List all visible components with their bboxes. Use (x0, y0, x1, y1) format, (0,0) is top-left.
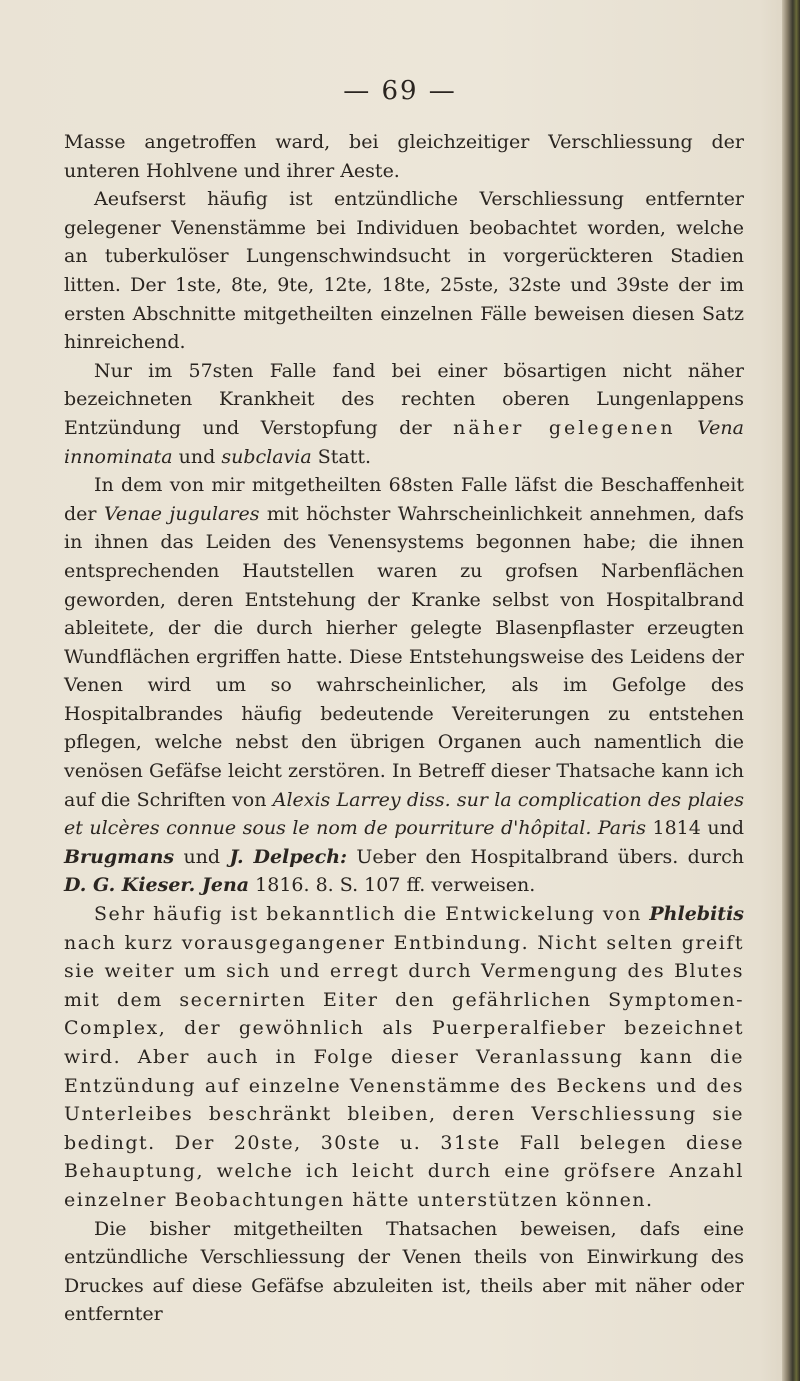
paragraph-4-text-a: In dem von mir mitgetheilten 68sten Falle läfst die Beschaffenheit der (64, 474, 744, 525)
paragraph-5-text-a: Sehr häufig ist bekanntlich die Entwickelung von (94, 903, 650, 926)
paragraph-3-text-c (676, 417, 698, 439)
paragraph-3-text-a: Nur im 57sten Falle fand bei einer bösartigen nicht näher bezeichneten Krankheit des rechten oberen Lungenlappens Entzündung und Verstopfung der (64, 359, 744, 439)
paragraph-4-italic-delpech: J. Delpech: (229, 845, 348, 868)
paragraph-4-text-k: 1816. 8. S. 107 ff. verweisen. (249, 874, 536, 897)
page-text-body (64, 128, 744, 1329)
paragraph-4-text-e: 1814 und (646, 817, 744, 840)
paragraph-3 (64, 357, 744, 471)
paragraph-4-text-g: und (174, 845, 230, 868)
paragraph-3-text-g: Statt. (311, 445, 372, 468)
paragraph-5 (64, 900, 744, 1215)
paragraph-3-italic-subclavia: subclavia (221, 445, 312, 468)
paragraph-4-italic-venae: Venae jugulares (103, 502, 260, 525)
paragraph-6: Die bisher mitgetheilten Thatsachen beweisen, dafs eine entzündliche Verschliessung der Venen theils von Einwirkung des Druckes auf diese Gefäfse abzuleiten ist, theils aber mit näher oder entfernter (64, 1217, 744, 1326)
paragraph-5-italic-phlebitis: Phlebitis (649, 903, 744, 926)
paragraph-4-text-i: Ueber den Hospitalbrand übers. durch (347, 845, 745, 868)
paragraph-3-text-e: und (172, 445, 222, 468)
page-number-header: — 69 — (343, 76, 457, 106)
paragraph-4 (64, 471, 744, 900)
paragraph-4-italic-larrey: Alexis Larrey diss. sur la complication des plaies et ulcères connue sous le nom de pourriture d'hôpital. Paris (64, 788, 744, 840)
paragraph-3-spaced-text: näher gelegenen (453, 416, 676, 439)
paragraph-2: Aeufserst häufig ist entzündliche Verschliessung entfernter gelegener Venenstämme bei Individuen beobachtet worden, welche an tuberkulöser Lungenschwindsucht in vorgerückteren Stadien litten. Der 1ste, 8te, 9te, 12te, 18te, 25ste, 32ste und 39ste der im ersten Abschnitte mitgetheilten einzelnen Fälle beweisen diesen Satz hinreichend. (64, 188, 744, 354)
paragraph-4-italic-brugmans: Brugmans (64, 845, 175, 868)
paragraph-1: Masse angetroffen ward, bei gleichzeitiger Verschliessung der unteren Hohlvene und ihrer Aeste. (64, 131, 744, 182)
paragraph-4-text-c: mit höchster Wahrscheinlichkeit annehmen, dafs in ihnen das Leiden des Venensystems begonnen habe; die ihnen entsprechenden Hautstellen waren zu grofsen Narbenflächen geworden, deren Entstehung der Kranke selbst von Hospitalbrand ableitete, der die durch hierher gelegte Blasenpflaster erzeugten Wundflächen ergriffen hatte. Diese Entstehungsweise des Leidens der Venen wird um so wahrscheinlicher, als im Gefolge des Hospitalbrandes häufig bedeutende Vereiterungen zu entstehen pflegen, welche nebst den übrigen Organen auch namentlich die venösen Gefäfse leicht zerstören. In Betreff dieser Thatsache kann ich auf die Schriften von (64, 502, 745, 811)
paragraph-4-italic-kieser: D. G. Kieser. Jena (64, 874, 250, 897)
paragraph-5-text-c: nach kurz vorausgegangener Entbindung. Nicht selten greift sie weiter um sich und erregt durch Vermengung des Blutes mit dem secernirten Eiter den gefährlichen Symptomen-Complex, der gewöhnlich als Puerperalfieber bezeichnet wird. Aber auch in Folge dieser Veranlassung kann die Entzündung auf einzelne Venenstämme des Beckens und des Unterleibes beschränkt bleiben, deren Verschliessung sie bedingt. Der 20ste, 30ste u. 31ste Fall belegen diese Behauptung, welche ich leicht durch eine gröfsere Anzahl einzelner Beobachtungen hätte unterstützen können. (64, 931, 744, 1211)
paragraph-3-italic-vena: Vena innominata (64, 416, 744, 468)
book-binding-edge (782, 0, 800, 1381)
